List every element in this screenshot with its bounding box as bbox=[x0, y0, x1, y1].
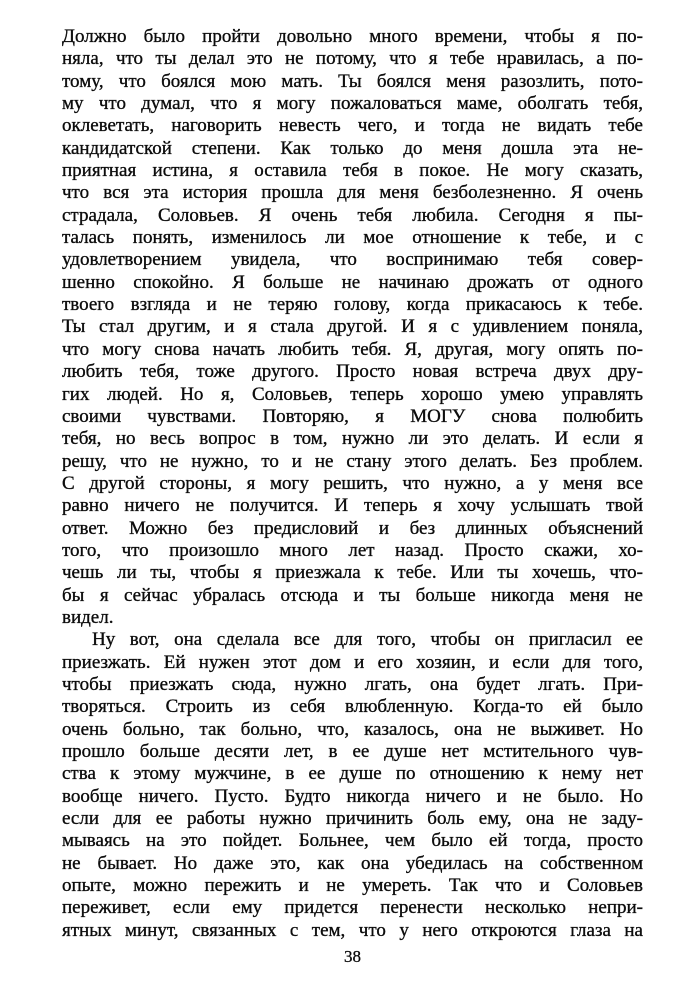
text-line: страдала, Соловьев. Я очень тебя любила. Сегодня я пы- bbox=[62, 204, 643, 226]
text-line: решу, что не нужно, то и не стану этого делать. Без проблем. bbox=[62, 450, 643, 472]
text-line: видел. bbox=[62, 606, 114, 628]
text-line: шенно спокойно. Я больше не начинаю дрожать от одного bbox=[62, 271, 643, 293]
text-line: очень больно, так больно, что, казалось, она не выживет. Но bbox=[62, 718, 643, 740]
page-text bbox=[62, 26, 643, 942]
text-line: няла, что ты делал это не потому, что я тебе нравилась, а по- bbox=[62, 48, 643, 70]
text-line: С другой стороны, я могу решить, что нужно, а у меня все bbox=[62, 472, 643, 494]
text-line: тебя, но весь вопрос в том, нужно ли это делать. И если я bbox=[62, 428, 643, 450]
text-line: оклеветать, наговорить невесть чего, и тогда не видать тебе bbox=[62, 115, 643, 137]
text-line: ответ. Можно без предисловий и без длинных объяснений bbox=[62, 517, 643, 539]
text-line: бы я сейчас убралась отсюда и ты больше никогда меня не bbox=[62, 584, 643, 606]
text-line: творяться. Строить из себя влюбленную. Когда-то ей было bbox=[62, 696, 643, 718]
paragraph-2 bbox=[62, 629, 643, 942]
text-line: талась понять, изменилось ли мое отношение к тебе, и с bbox=[62, 227, 643, 249]
text-line: того, что произошло много лет назад. Просто скажи, хо- bbox=[62, 539, 643, 561]
text-line: Ну вот, она сделала все для того, чтобы он пригласил ее bbox=[92, 629, 643, 651]
text-line: твоего взгляда и не теряю голову, когда прикасаюсь к тебе. bbox=[62, 294, 643, 316]
text-line: переживет, если ему придется перенести несколько непри- bbox=[62, 897, 643, 919]
text-line: вообще ничего. Пусто. Будто никогда ничего и не было. Но bbox=[62, 785, 643, 807]
text-line: что могу снова начать любить тебя. Я, другая, могу опять по- bbox=[62, 338, 643, 360]
text-line: любить тебя, тоже другого. Просто новая встреча двух дру- bbox=[62, 361, 643, 383]
text-line: прошло больше десяти лет, в ее душе нет мстительного чув- bbox=[62, 741, 643, 762]
text-line: если для ее работы нужно причинить боль ему, она не заду- bbox=[62, 808, 643, 830]
text-line: Ты стал другим, и я стала другой. И я с удивлением поняла, bbox=[62, 316, 643, 338]
text-line: ятных минут, связанных с тем, что у него откроются глаза на bbox=[62, 919, 643, 941]
text-line: чешь ли ты, чтобы я приезжала к тебе. Или ты хочешь, что- bbox=[62, 562, 643, 584]
text-line: чтобы приезжать сюда, нужно лгать, она будет лгать. При- bbox=[62, 673, 643, 695]
text-line: опыте, можно пережить и не умереть. Так что и Соловьев bbox=[62, 875, 643, 897]
text-line: приятная истина, я оставила тебя в покое. Не могу сказать, bbox=[62, 160, 643, 182]
text-line: Должно было пройти довольно много времени, чтобы я по- bbox=[62, 26, 643, 47]
text-line: что вся эта история прошла для меня безболезненно. Я очень bbox=[62, 182, 643, 204]
text-line: удовлетворением увидела, что воспринимаю тебя совер- bbox=[62, 249, 643, 271]
text-line: мываясь на это пойдет. Больнее, чем было ей тогда, просто bbox=[62, 830, 643, 852]
text-line: гих людей. Но я, Соловьев, теперь хорошо умею управлять bbox=[62, 383, 643, 405]
text-line: своими чувствами. Повторяю, я МОГУ снова полюбить bbox=[62, 405, 643, 427]
text-line: не бывает. Но даже это, как она убедилась на собственном bbox=[62, 852, 643, 874]
page-number: 38 bbox=[344, 947, 361, 966]
text-line: кандидатской степени. Как только до меня дошла эта не- bbox=[62, 137, 643, 159]
text-line: приезжать. Ей нужен этот дом и его хозяин, и если для того, bbox=[62, 651, 643, 673]
text-line: ства к этому мужчине, в ее душе по отношению к нему нет bbox=[62, 763, 643, 785]
text-line: равно ничего не получится. И теперь я хочу услышать твой bbox=[62, 495, 643, 517]
text-line: тому, что боялся мою мать. Ты боялся меня разозлить, пото- bbox=[62, 70, 643, 92]
paragraph-1 bbox=[62, 26, 643, 629]
text-line: му что думал, что я могу пожаловаться маме, оболгать тебя, bbox=[62, 93, 643, 115]
